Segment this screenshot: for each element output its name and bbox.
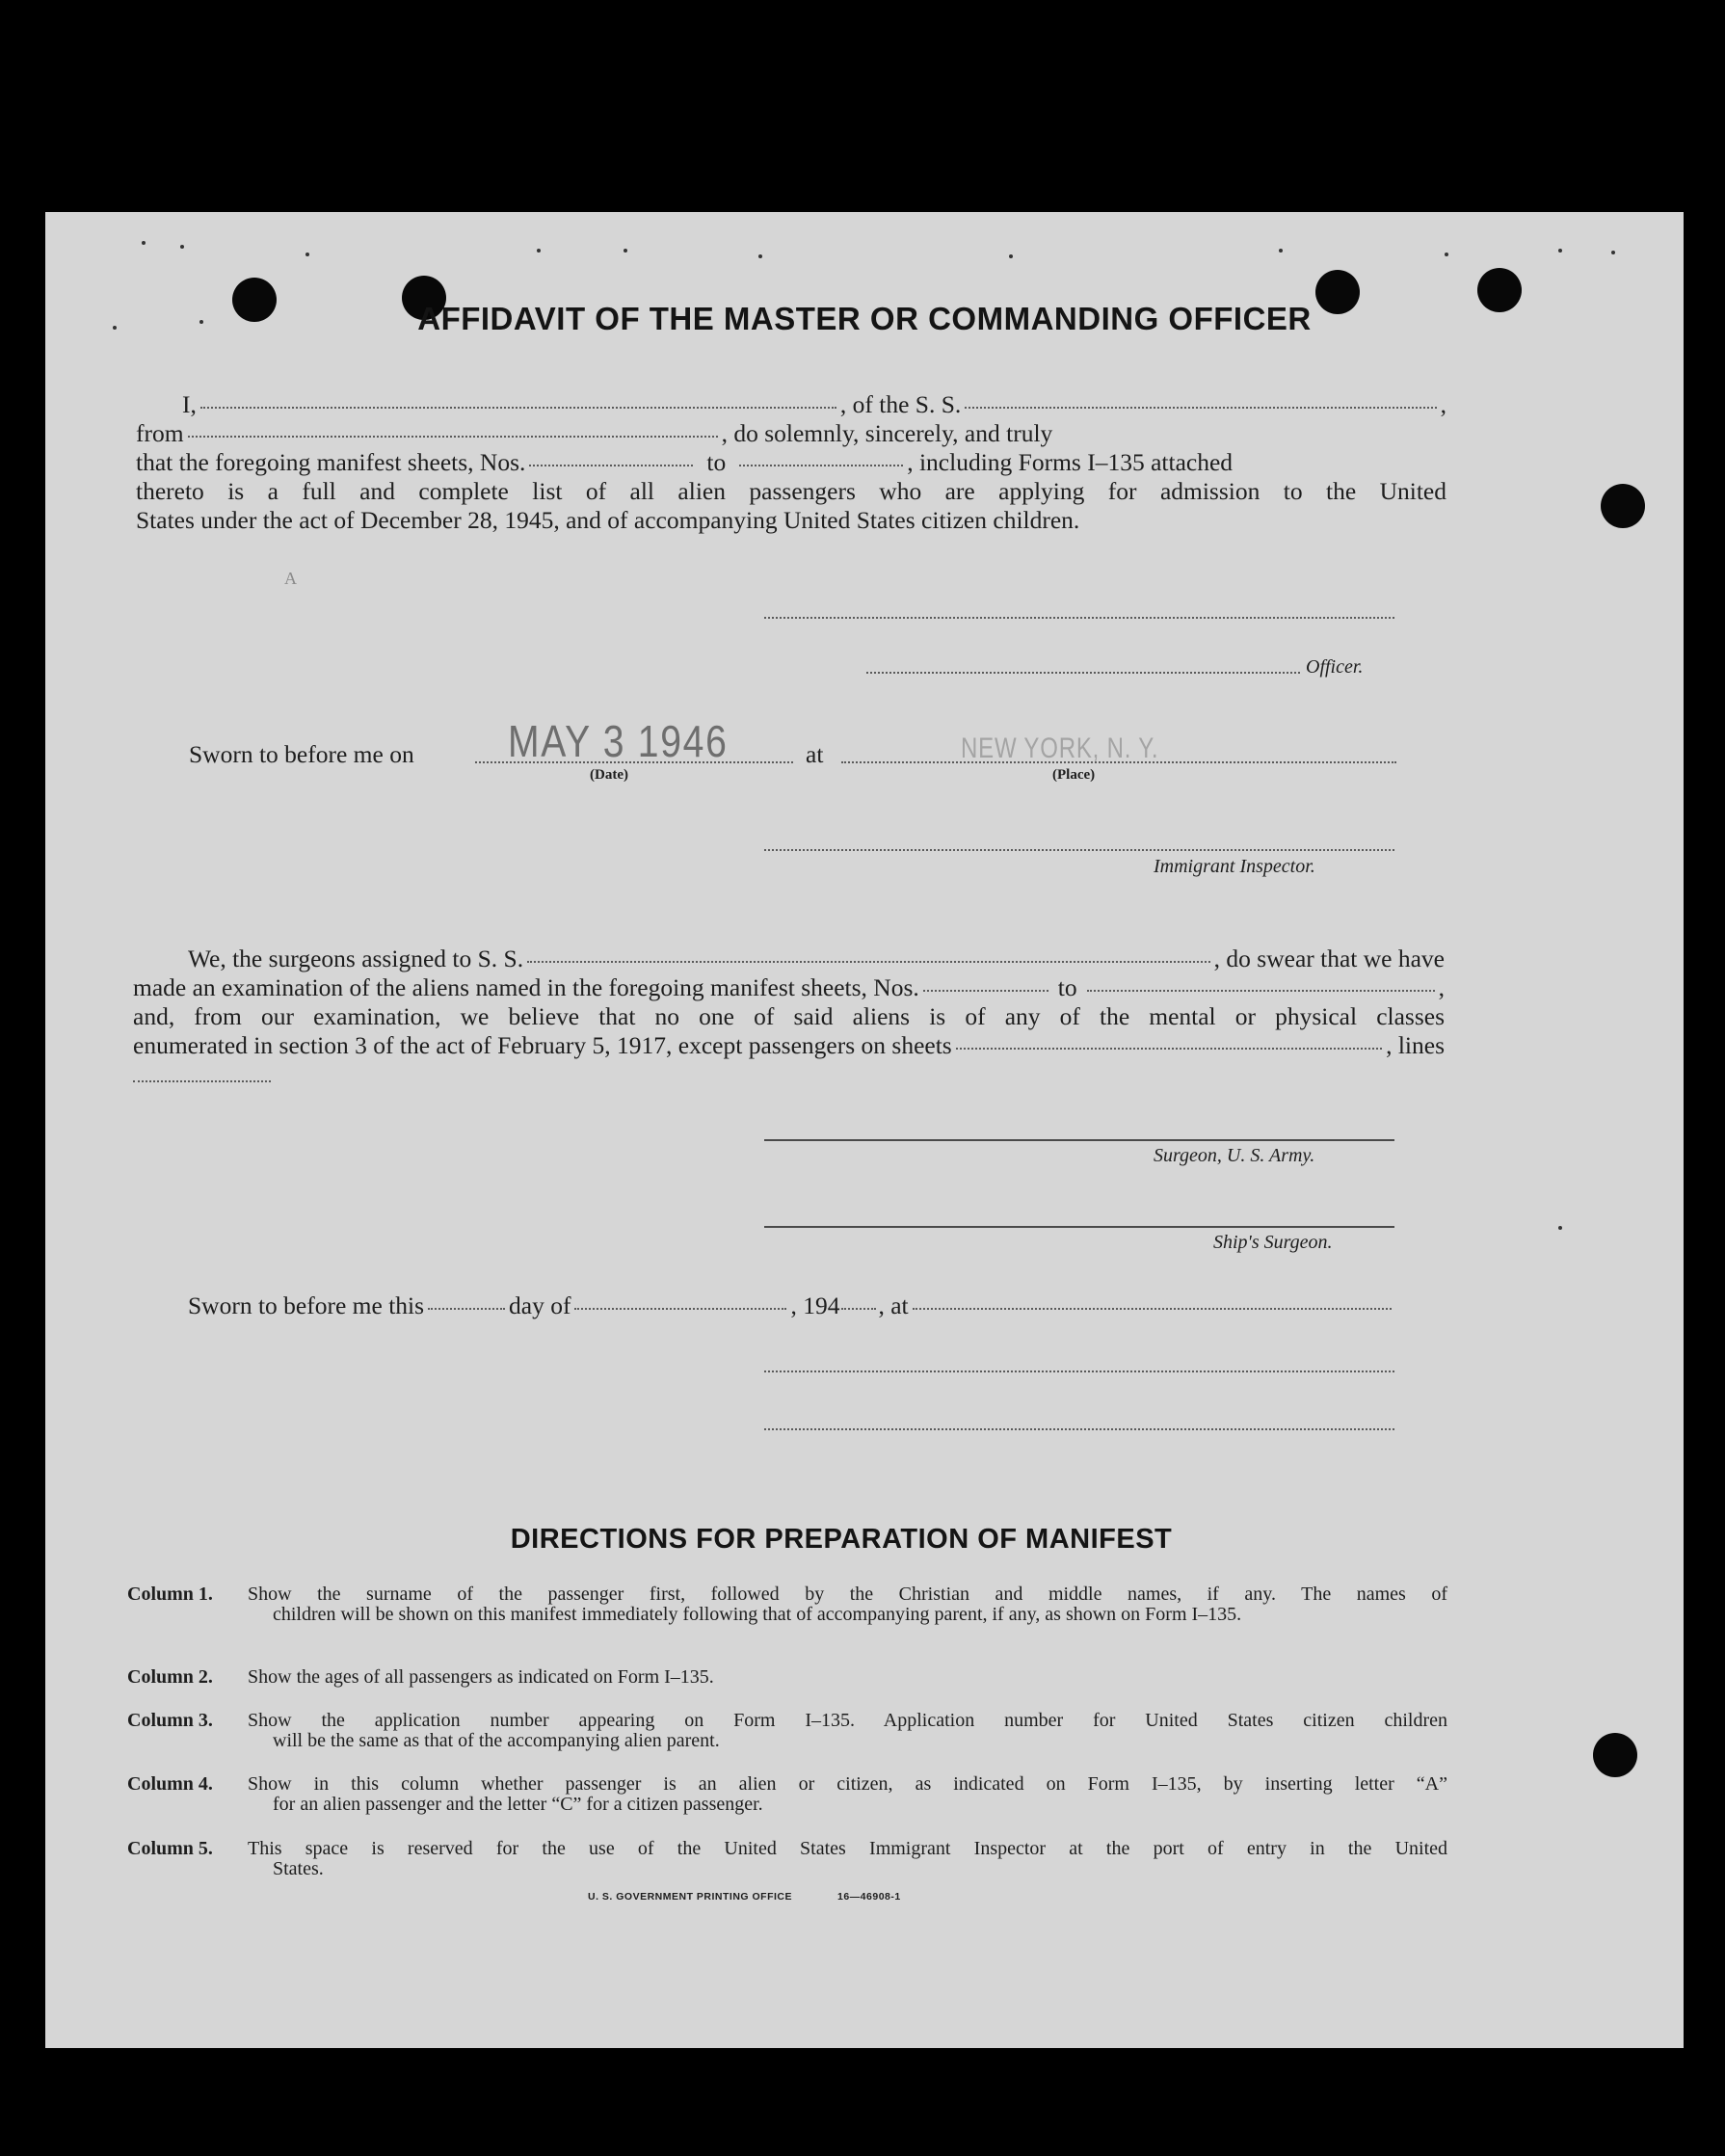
printer-imprint: U. S. GOVERNMENT PRINTING OFFICE — [588, 1891, 793, 1903]
surgeons-text: , do swear that we have — [1213, 945, 1445, 972]
direction-text: This space is reserved for the use of the United States Immigrant Inspector at the port of entry in the United — [248, 1838, 1447, 1859]
direction-label: Column 5. — [127, 1838, 213, 1859]
sworn-year-blank[interactable] — [841, 1308, 876, 1310]
affidavit-line-2 — [136, 419, 1446, 448]
sheet-from-blank[interactable] — [529, 465, 693, 466]
ship-surgeon-signature-line[interactable] — [764, 1226, 1394, 1228]
surgeons-text: , — [1438, 973, 1445, 1001]
officer-signature-line[interactable] — [764, 617, 1394, 619]
surgeons-text: day of — [509, 1291, 571, 1319]
direction-label: Column 2. — [127, 1666, 213, 1688]
surgeons-line-2 — [133, 973, 1445, 1002]
surgeons-text: and, from our examination, we believe that no one of said aliens is of any of the mental or physical classes — [133, 1002, 1445, 1030]
direction-text-continued: States. — [273, 1858, 324, 1879]
direction-text: Show the surname of the passenger first, followed by the Christian and middle names, if any. The names of — [248, 1584, 1447, 1605]
surgeons-line-1 — [133, 945, 1445, 973]
officer-label: Officer. — [1306, 656, 1364, 678]
surgeons-affidavit-paragraph — [133, 945, 1445, 1060]
speck — [1611, 251, 1615, 254]
affidavit-title: AFFIDAVIT OF THE MASTER OR COMMANDING OFFICER — [417, 301, 1312, 336]
date-caption: (Date) — [590, 767, 628, 783]
direction-text-continued: will be the same as that of the accompanying alien parent. — [273, 1730, 720, 1751]
army-surgeon-label: Surgeon, U. S. Army. — [1154, 1145, 1315, 1166]
speck — [624, 249, 627, 253]
inspector-signature-line[interactable] — [764, 849, 1394, 851]
punch-hole — [1601, 484, 1645, 528]
affidavit-text: I, — [182, 390, 197, 418]
affidavit-text: , do solemnly, sincerely, and truly — [721, 419, 1053, 447]
surgeons-sheets-blank[interactable] — [956, 1048, 1382, 1050]
ship-name-blank[interactable] — [965, 407, 1436, 409]
punch-hole — [1593, 1733, 1637, 1777]
speck — [142, 241, 146, 245]
officer-title-line[interactable] — [866, 672, 1300, 674]
speck — [305, 253, 309, 256]
sworn-at-text: at — [806, 740, 824, 768]
surgeons-text: , 194 — [790, 1291, 840, 1319]
faint-mark: A — [284, 569, 297, 588]
army-surgeon-signature-line[interactable] — [764, 1139, 1394, 1141]
speck — [1009, 254, 1013, 258]
direction-label: Column 4. — [127, 1773, 213, 1795]
sworn-signature-line[interactable] — [764, 1371, 1394, 1372]
direction-text: Show the ages of all passengers as indicated on Form I–135. — [248, 1666, 714, 1688]
affidavit-text: from — [136, 419, 184, 447]
sworn-title-line[interactable] — [764, 1428, 1394, 1430]
direction-text-block — [248, 1839, 1447, 1879]
direction-text-continued: children will be shown on this manifest immediately following that of accompanying parent, if any, as shown on Form I–135. — [273, 1604, 1242, 1625]
direction-text: Show in this column whether passenger is an alien or citizen, as indicated on Form I–135, by inserting letter “A” — [248, 1773, 1447, 1795]
affidavit-text: , of the S. S. — [839, 390, 962, 418]
affidavit-line-1 — [136, 390, 1446, 419]
inspector-label: Immigrant Inspector. — [1154, 856, 1315, 877]
sworn-month-blank[interactable] — [574, 1308, 786, 1310]
direction-label: Column 1. — [127, 1584, 213, 1605]
affidavit-text: , — [1440, 390, 1446, 418]
surgeons-text: Sworn to before me this — [188, 1291, 425, 1319]
surgeons-sheet-from-blank[interactable] — [923, 990, 1048, 992]
speck — [1445, 253, 1448, 256]
sheet-to-blank[interactable] — [739, 465, 903, 466]
affidavit-text: , including Forms I–135 attached — [907, 448, 1234, 476]
speck — [1558, 1226, 1562, 1230]
affidavit-text: to — [706, 448, 727, 476]
surgeons-text: made an examination of the aliens named in the foregoing manifest sheets, Nos. — [133, 973, 919, 1001]
direction-text-block — [248, 1584, 1447, 1625]
date-stamp: MAY 3 1946 — [508, 716, 729, 766]
direction-label: Column 3. — [127, 1710, 213, 1731]
form-number: 16—46908-1 — [837, 1891, 901, 1903]
place-stamp: NEW YORK, N. Y. — [961, 732, 1159, 764]
direction-text-block — [248, 1667, 1447, 1688]
surgeons-text: to — [1057, 973, 1077, 1001]
surgeons-text: We, the surgeons assigned to S. S. — [188, 945, 524, 972]
surgeons-line-4 — [133, 1031, 1445, 1060]
surgeons-sworn-line — [188, 1291, 1395, 1320]
affidavit-text: thereto is a full and complete list of all alien passengers who are applying for admission to the United — [136, 477, 1446, 505]
direction-text: Show the application number appearing on Form I–135. Application number for United States citizen children — [248, 1710, 1447, 1731]
affidavit-text: States under the act of December 28, 1945, and of accompanying United States citizen children. — [136, 506, 1080, 534]
affidavit-line-3 — [136, 448, 1446, 477]
speck — [758, 254, 762, 258]
direction-text-block — [248, 1774, 1447, 1815]
master-affidavit-paragraph — [136, 390, 1446, 535]
name-blank[interactable] — [200, 407, 836, 409]
place-caption: (Place) — [1052, 767, 1096, 783]
direction-text-block — [248, 1711, 1447, 1751]
sworn-place-blank[interactable] — [913, 1308, 1392, 1310]
speck — [1558, 249, 1562, 253]
surgeons-text: , at — [878, 1291, 909, 1319]
surgeons-ship-blank[interactable] — [527, 961, 1210, 963]
from-blank[interactable] — [188, 436, 718, 438]
speck — [180, 245, 184, 249]
surgeons-sheet-to-blank[interactable] — [1087, 990, 1435, 992]
speck — [1279, 249, 1283, 253]
surgeons-sworn-row — [188, 1291, 1395, 1320]
speck — [537, 249, 541, 253]
lines-blank[interactable] — [133, 1080, 271, 1082]
directions-title: DIRECTIONS FOR PREPARATION OF MANIFEST — [510, 1524, 1173, 1555]
affidavit-form-page — [45, 212, 1684, 2048]
direction-text-continued: for an alien passenger and the letter “C” for a citizen passenger. — [273, 1794, 763, 1815]
ship-surgeon-label: Ship's Surgeon. — [1213, 1232, 1333, 1253]
affidavit-text: that the foregoing manifest sheets, Nos. — [136, 448, 526, 476]
surgeons-text: enumerated in section 3 of the act of February 5, 1917, except passengers on sheets — [133, 1031, 952, 1059]
sworn-day-blank[interactable] — [428, 1308, 505, 1310]
sworn-text: Sworn to before me on — [189, 740, 414, 768]
surgeons-text: , lines — [1386, 1031, 1445, 1059]
